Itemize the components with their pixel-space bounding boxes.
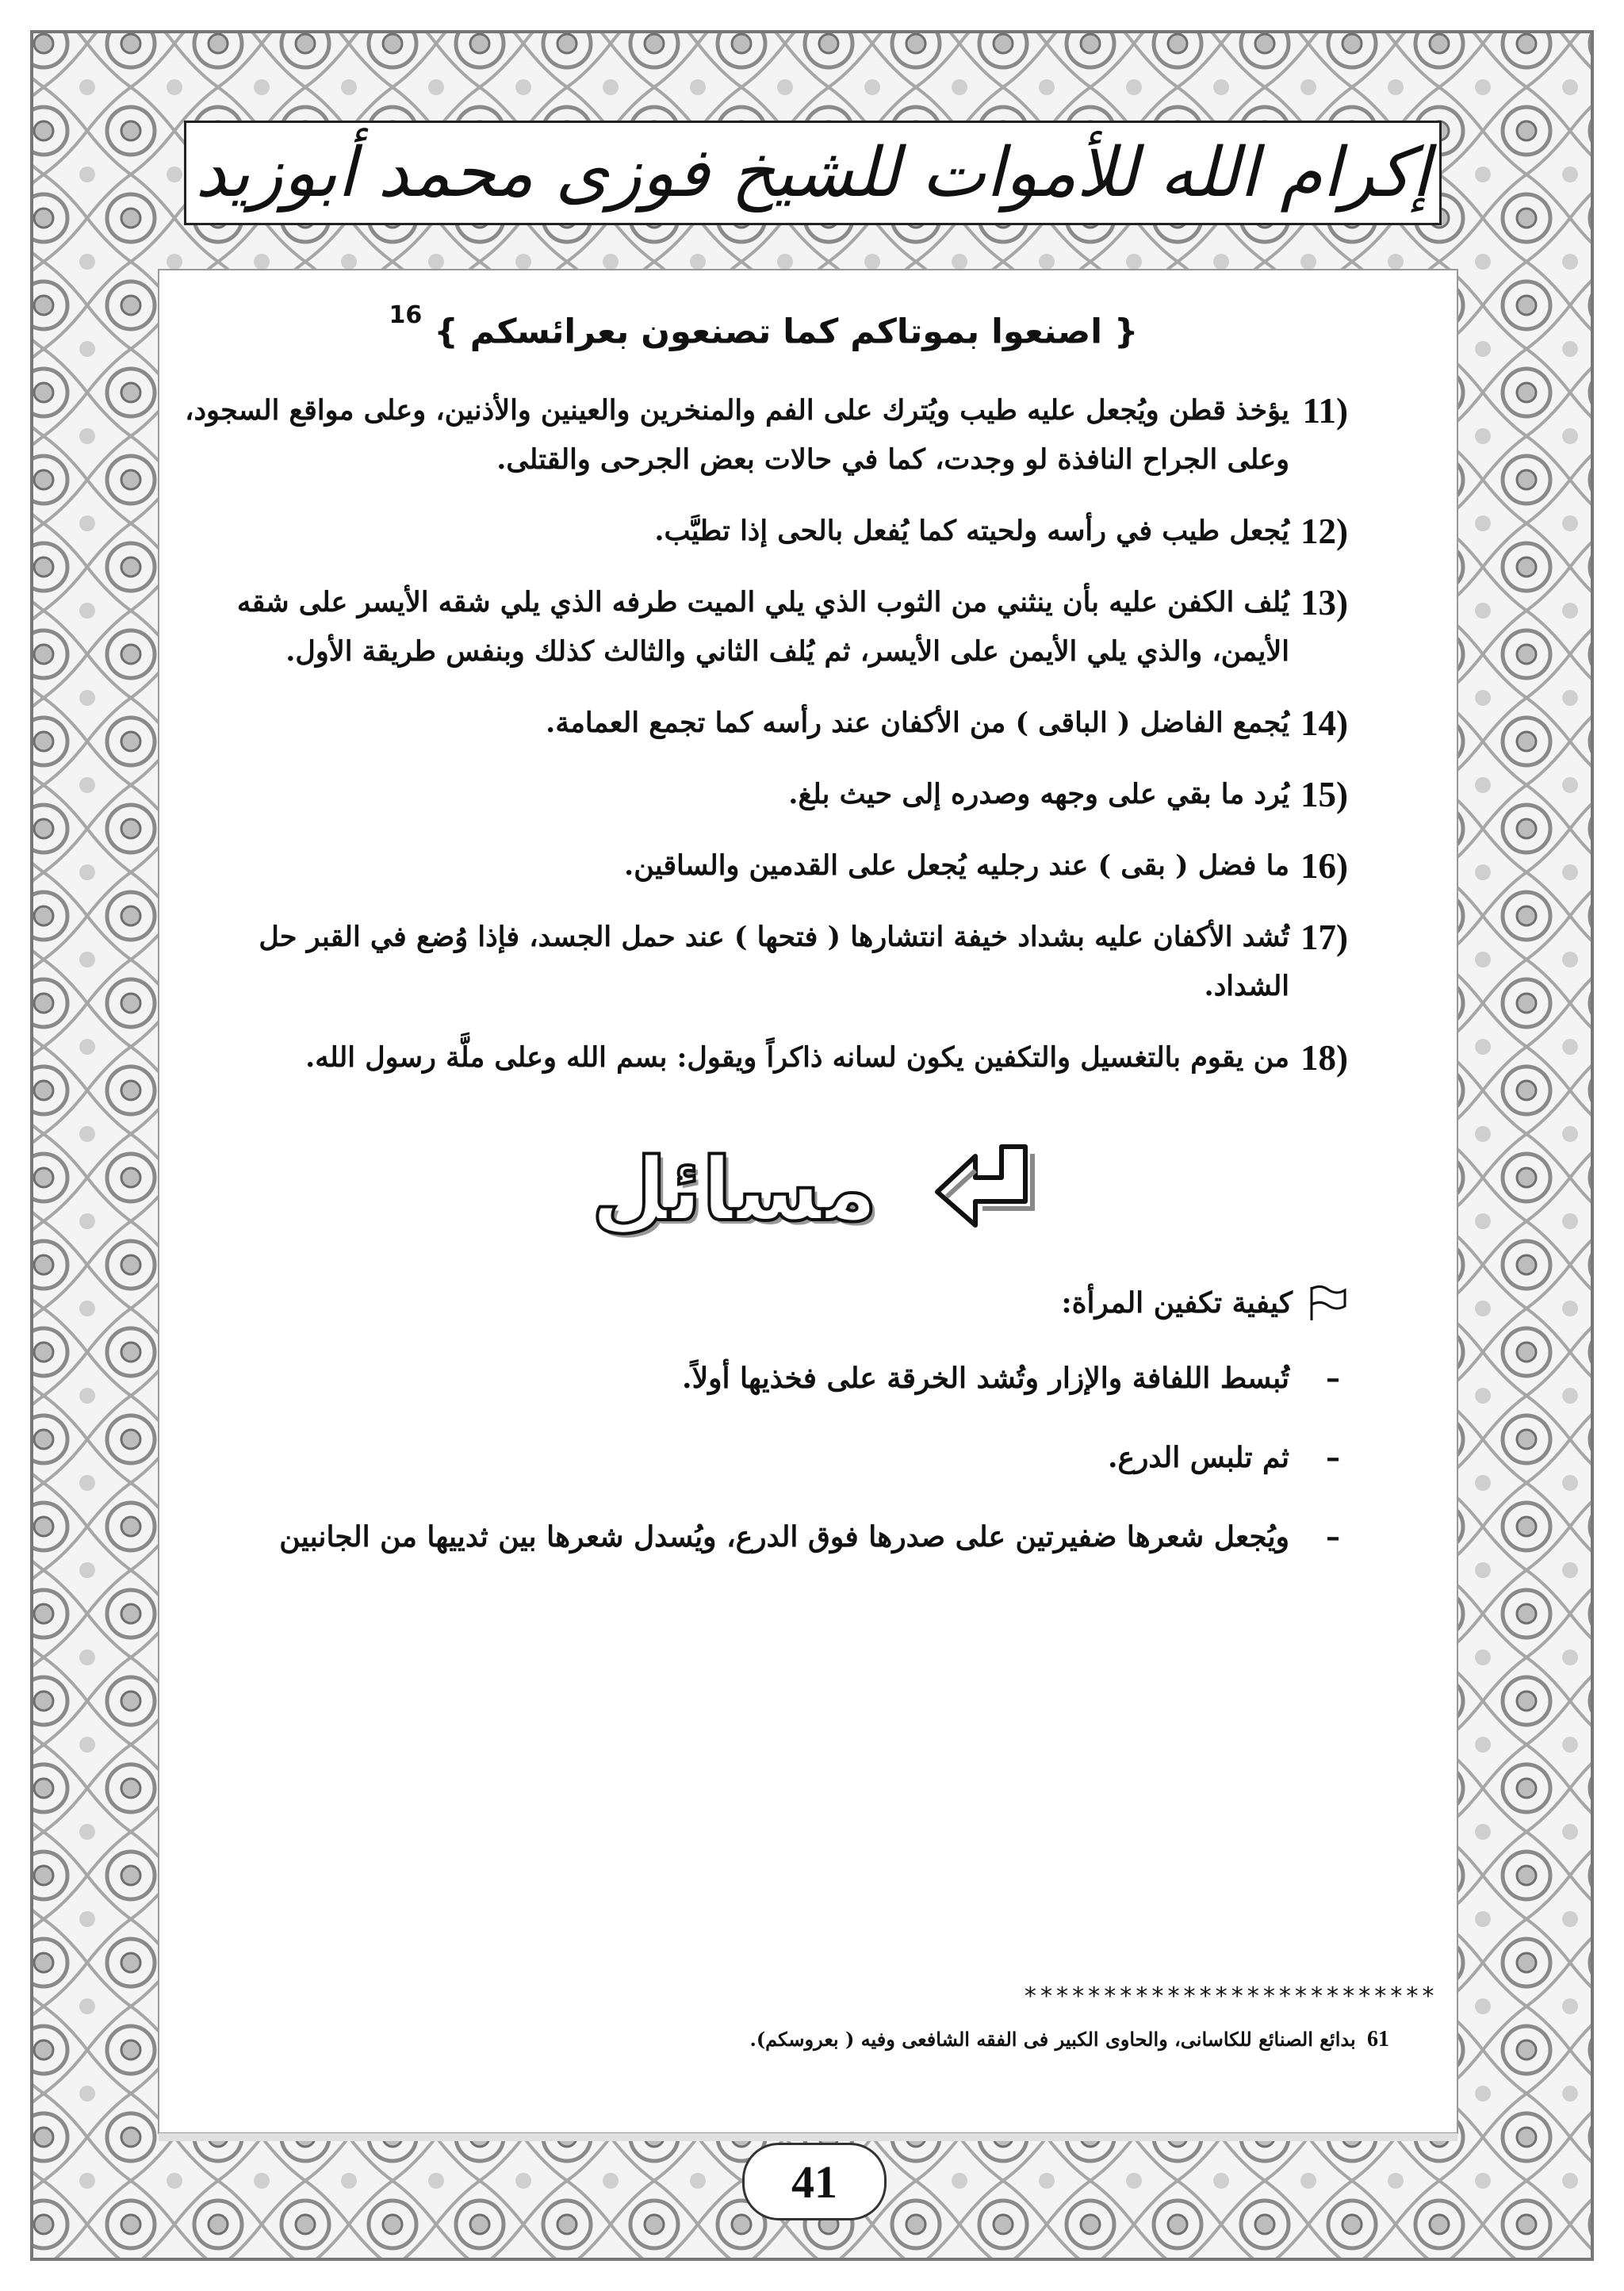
title-banner xyxy=(184,121,1442,225)
item-text: يُجعل طيب في رأسه ولحيته كما يُفعل بالحى إذا تطيَّب. xyxy=(654,515,1289,548)
item-number: 17) xyxy=(1300,918,1348,958)
item-number: 13) xyxy=(1300,583,1348,623)
item-number: 16) xyxy=(1300,846,1348,887)
bullet-dash: – xyxy=(1326,1520,1340,1554)
section-heading xyxy=(285,1130,1348,1249)
item-text: يؤخذ قطن ويُجعل عليه طيب ويُترك على الفم والمنخرين والعينين والأذنين، وعلى مواقع السجود، وعلى الجراح النافذة لو وجدت، كما في حالات بعض الجرحى والقتلى. xyxy=(185,394,1289,477)
item-number: 14) xyxy=(1300,703,1348,744)
list-item xyxy=(174,1033,1348,1082)
item-text: ما فضل ( بقى ) عند رجليه يُجعل على القدمين والساقين. xyxy=(624,849,1289,883)
footnote-number: 61 xyxy=(1367,2027,1389,2052)
list-item xyxy=(174,1512,1348,1561)
page-number-badge xyxy=(742,2143,887,2220)
item-number: 18) xyxy=(1300,1038,1348,1078)
list-item xyxy=(174,841,1348,891)
item-text: تُشد الأكفان عليه بشداد خيفة انتشارها ( فتحها ) عند حمل الجسد، فإذا وُضع في القبر حل الشداد. xyxy=(259,921,1289,1003)
item-text: يُجمع الفاضل ( الباقى ) من الأكفان عند رأسه كما تجمع العمامة. xyxy=(546,707,1289,740)
footnote-separator: ************************** xyxy=(1023,1983,1437,2010)
subheading xyxy=(174,1284,1348,1322)
hook-arrow-icon xyxy=(923,1130,1042,1249)
quote-text: { اصنعوا بموتاكم كما تصنعون بعرائسكم } xyxy=(434,312,1139,352)
subheading-text: كيفية تكفين المرأة: xyxy=(1061,1286,1293,1320)
list-item xyxy=(174,578,1348,676)
item-number: 15) xyxy=(1300,775,1348,815)
page-title: إكرام الله للأموات للشيخ فوزى محمد أبوزيد xyxy=(195,133,1431,213)
item-number: 12) xyxy=(1300,511,1348,552)
content-area xyxy=(174,293,1348,2062)
hadith-quote xyxy=(174,301,1348,352)
list-item xyxy=(174,386,1348,485)
flag-icon xyxy=(1307,1284,1348,1322)
numbered-list xyxy=(174,386,1348,1082)
page-number: 41 xyxy=(791,2155,837,2208)
footnote xyxy=(184,2027,1389,2052)
item-number: 11) xyxy=(1302,391,1348,431)
list-item xyxy=(174,1433,1348,1482)
quote-footnote-ref: 16 xyxy=(389,301,423,329)
footnote-text: بدائع الصنائع للكاسانى، والحاوى الكبير فى الفقه الشافعى وفيه ( بعروسكم). xyxy=(749,2028,1356,2051)
bullet-text: ثم تلبس الدرع. xyxy=(1107,1441,1289,1475)
list-item xyxy=(174,913,1348,1011)
bullet-text: تُبسط اللفافة والإزار وتُشد الخرقة على فخذيها أولاً. xyxy=(682,1362,1289,1396)
bullet-dash: – xyxy=(1326,1441,1340,1475)
bullet-dash: – xyxy=(1326,1362,1340,1396)
item-text: من يقوم بالتغسيل والتكفين يكون لسانه ذاكراً ويقول: بسم الله وعلى ملَّة رسول الله. xyxy=(305,1041,1289,1075)
item-text: يُرد ما بقي على وجهه وصدره إلى حيث بلغ. xyxy=(788,778,1289,811)
item-text: يُلف الكفن عليه بأن ينثني من الثوب الذي يلي الميت طرفه الذي يلي شقه الأيسر على شقه الأيمن، والذي يلي الأيمن على الأيسر، ثم يُلف الثاني والثالث كذلك وبنفس طريقة الأول. xyxy=(236,586,1289,669)
section-title: مسائل xyxy=(591,1139,878,1241)
list-item xyxy=(174,770,1348,819)
list-item xyxy=(174,507,1348,556)
list-item xyxy=(174,699,1348,748)
bullet-text: ويُجعل شعرها ضفيرتين على صدرها فوق الدرع، ويُسدل شعرها بين ثدييها من الجانبين xyxy=(279,1520,1289,1554)
list-item xyxy=(174,1354,1348,1403)
